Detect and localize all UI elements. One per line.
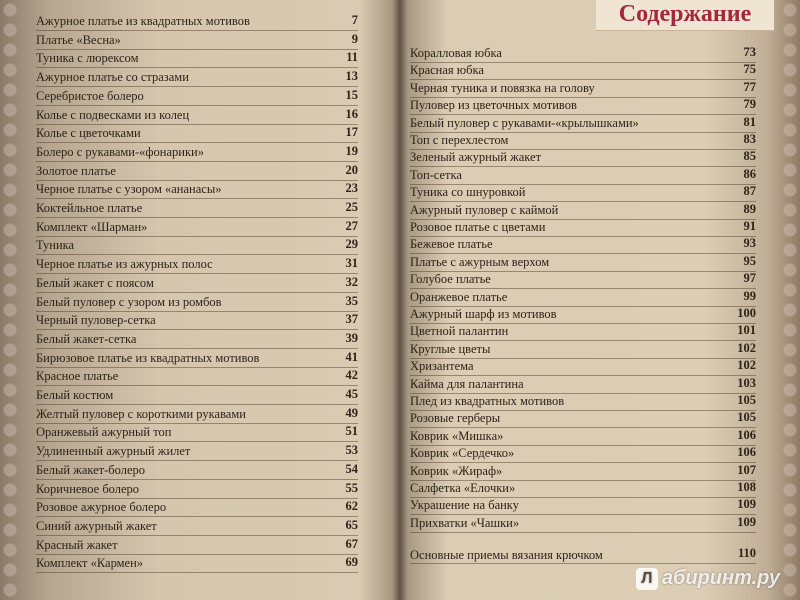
- toc-entry-page: 17: [345, 125, 358, 140]
- toc-entry: [36, 386, 358, 405]
- toc-entry-page: 11: [346, 50, 358, 65]
- toc-entry-title: Черное платье с узором «ананасы»: [36, 182, 222, 197]
- toc-entry-title: Украшение на банку: [410, 498, 519, 513]
- toc-entry-title: Красное платье: [36, 369, 119, 384]
- toc-entry-page: 105: [737, 393, 756, 407]
- toc-entry-title: Туника: [36, 238, 75, 253]
- toc-entry-page: 9: [351, 31, 358, 46]
- toc-entry-page: 102: [737, 340, 756, 355]
- toc-entry: [410, 79, 756, 98]
- toc-entry-title: Топ-сетка: [410, 167, 462, 182]
- toc-entry-title: Салфетка «Елочки»: [410, 481, 516, 495]
- toc-entry-page: 7: [351, 13, 358, 27]
- toc-entry-page: 20: [345, 162, 358, 177]
- toc-entry-title: Красная юбка: [410, 63, 484, 78]
- toc-entry: [410, 427, 756, 446]
- toc-entry-title: Коврик «Жираф»: [410, 463, 503, 478]
- toc-entry: [36, 311, 358, 330]
- watermark: [636, 567, 780, 590]
- toc-entry-title: Ажурное платье из квадратных мотивов: [36, 14, 250, 28]
- toc-entry-title: Плед из квадратных мотивов: [410, 394, 565, 408]
- toc-entry: [410, 514, 756, 533]
- toc-entry: [410, 340, 756, 359]
- toc-entry: [36, 143, 358, 162]
- toc-entry: [410, 357, 756, 376]
- toc-entry-page: 109: [737, 497, 756, 512]
- toc-entry-page: 69: [345, 555, 358, 570]
- toc-entry-page: 87: [743, 184, 756, 199]
- toc-entry-title: Ажурный пуловер с каймой: [410, 202, 559, 217]
- toc-entry: [410, 253, 756, 272]
- toc-entry: [410, 96, 756, 115]
- toc-entry: [36, 180, 358, 199]
- toc-entry-page: 85: [743, 149, 756, 164]
- toc-entry-page: 32: [345, 274, 358, 289]
- left-page: [20, 0, 390, 600]
- toc-entry-title: Черное платье из ажурных полос: [36, 257, 213, 272]
- toc-entry-title: Колье с подвесками из колец: [36, 107, 190, 122]
- toc-entry-title: Пуловер из цветочных мотивов: [410, 98, 577, 113]
- toc-entry-title: Белый пуловер с рукавами-«крылышками»: [410, 115, 639, 130]
- toc-entry-page: 102: [737, 358, 756, 373]
- toc-entry-title: Коврик «Сердечко»: [410, 446, 515, 461]
- toc-entry: [36, 349, 358, 368]
- watermark-text: абиринт.ру: [661, 567, 780, 589]
- toc-entry: [36, 68, 358, 87]
- toc-entry: [36, 31, 358, 50]
- toc-entry-page: 35: [345, 293, 358, 308]
- toc-entry-page: 81: [743, 114, 756, 129]
- toc-entry-title: Цветной палантин: [410, 324, 509, 339]
- toc-entry: [36, 405, 358, 424]
- toc-entry-page: 42: [345, 368, 358, 383]
- toc-entry: [410, 305, 756, 324]
- toc-entry-page: 75: [743, 62, 756, 77]
- toc-entry: [36, 442, 358, 461]
- toc-entry-page: 65: [345, 517, 358, 532]
- toc-entry: [36, 274, 358, 293]
- toc-entry-title: Розовое платье с цветами: [410, 220, 546, 234]
- toc-entry: [410, 218, 756, 237]
- toc-entry: [36, 49, 358, 68]
- toc-entry-title: Голубое платье: [410, 272, 491, 287]
- toc-entry-title: Хризантема: [410, 359, 474, 374]
- toc-entry-page: 93: [743, 236, 756, 251]
- toc-entry: [36, 423, 358, 442]
- toc-entry-page: 45: [345, 387, 358, 401]
- toc-entry-title: Коралловая юбка: [410, 46, 502, 60]
- toc-entry: [36, 236, 358, 255]
- toc-entry-page: 39: [345, 330, 358, 345]
- toc-entry-page: 106: [737, 427, 756, 442]
- toc-entry-page: 67: [345, 536, 358, 551]
- toc-entry-title: Бежевое платье: [410, 237, 493, 252]
- toc-entry-page: 23: [345, 181, 358, 196]
- toc-entry: [410, 270, 756, 289]
- toc-entry-page: 54: [345, 461, 358, 476]
- toc-entry-page: 91: [743, 219, 756, 233]
- toc-entry-page: 100: [737, 306, 756, 320]
- toc-entry-page: 83: [743, 132, 756, 146]
- toc-entry-page: 31: [345, 256, 358, 271]
- toc-entry-page: 53: [345, 443, 358, 458]
- page-title: Содержание: [596, 0, 774, 31]
- toc-entry-title: Белый костюм: [36, 388, 114, 402]
- toc-entry: [410, 114, 756, 133]
- toc-entry: [410, 462, 756, 481]
- toc-entry: [410, 531, 756, 564]
- toc-entry-page: 106: [737, 445, 756, 460]
- toc-entry: [36, 498, 358, 517]
- toc-entry: [36, 517, 358, 536]
- toc-entry-title: Оранжевое платье: [410, 289, 508, 304]
- toc-entry-title: Коричневое болеро: [36, 481, 140, 496]
- toc-entry: [36, 87, 358, 106]
- toc-entry: [410, 201, 756, 220]
- toc-entry: [36, 480, 358, 499]
- toc-entry-title: Черная туника и повязка на голову: [410, 80, 595, 95]
- toc-entry: [410, 375, 756, 394]
- toc-entry-page: 79: [743, 97, 756, 112]
- toc-entry: [410, 61, 756, 80]
- toc-entry: [36, 536, 358, 555]
- toc-entry-page: 13: [345, 69, 358, 84]
- toc-entry-page: 19: [345, 143, 358, 158]
- toc-entry-title: Серебристое болеро: [36, 88, 144, 103]
- toc-entry-title: Удлиненный ажурный жилет: [36, 444, 191, 459]
- toc-entry-title: Болеро с рукавами-«фонарики»: [36, 144, 204, 159]
- toc-entry-page: 16: [345, 106, 358, 121]
- toc-entry: [410, 409, 756, 428]
- toc-entry-title: Белый жакет-сетка: [36, 331, 137, 346]
- toc-entry-title: Желтый пуловер с короткими рукавами: [36, 406, 246, 421]
- toc-entry-title: Прихватки «Чашки»: [410, 515, 520, 530]
- toc-entry: [410, 183, 756, 202]
- toc-entry-page: 29: [345, 237, 358, 252]
- toc-entry-page: 15: [345, 87, 358, 102]
- toc-entry: [410, 444, 756, 463]
- toc-entry: [36, 12, 358, 31]
- toc-entry: [410, 235, 756, 254]
- lace-border-left: [0, 0, 20, 600]
- toc-entry-page: 110: [737, 546, 756, 561]
- toc-entry-title: Белый жакет с поясом: [36, 275, 154, 290]
- toc-entry-title: Оранжевый ажурный топ: [36, 425, 172, 440]
- toc-entry: [36, 293, 358, 312]
- toc-entry-title: Коврик «Мишка»: [410, 428, 504, 443]
- toc-entry-page: 41: [345, 349, 358, 364]
- toc-entry-title: Красный жакет: [36, 537, 118, 552]
- toc-entry-page: 37: [345, 312, 358, 327]
- toc-entry: [410, 148, 756, 167]
- toc-entry-title: Ажурный шарф из мотивов: [410, 307, 557, 321]
- toc-entry-title: Ажурное платье со стразами: [36, 70, 189, 85]
- toc-entry: [36, 124, 358, 143]
- toc-entry-page: 101: [737, 323, 756, 338]
- toc-entry-title: Золотое платье: [36, 163, 116, 178]
- toc-entry: [36, 367, 358, 386]
- watermark-logo-icon: Л: [636, 568, 658, 590]
- toc-entry-page: 107: [737, 462, 756, 477]
- toc-entry-title: Комплект «Шарман»: [36, 219, 148, 234]
- toc-entry-title: Комплект «Кармен»: [36, 556, 144, 571]
- toc-entry: [36, 554, 358, 573]
- toc-entry-page: 62: [345, 499, 358, 514]
- toc-entry-title: Колье с цветочками: [36, 126, 141, 141]
- toc-entry-page: 105: [737, 410, 756, 425]
- toc-entry-title: Платье с ажурным верхом: [410, 254, 550, 269]
- toc-entry-title: Белый пуловер с узором из ромбов: [36, 294, 222, 309]
- toc-entry-page: 49: [345, 405, 358, 420]
- toc-entry: [36, 162, 358, 181]
- toc-entry-page: 77: [743, 79, 756, 94]
- toc-entry: [36, 330, 358, 349]
- toc-entry-title: Туника с люрексом: [36, 51, 139, 66]
- toc-entry-title: Платье «Весна»: [36, 32, 121, 47]
- toc-entry-page: 89: [743, 201, 756, 216]
- toc-entry: [36, 106, 358, 125]
- toc-entry: [410, 166, 756, 185]
- toc-entry-title: Черный пуловер-сетка: [36, 313, 156, 328]
- toc-entry-title: Синий ажурный жакет: [36, 518, 157, 533]
- toc-entry-page: 86: [743, 166, 756, 181]
- toc-entry: [410, 322, 756, 341]
- toc-entry-title: Розовые герберы: [410, 411, 501, 426]
- toc-entry-page: 73: [743, 45, 756, 59]
- toc-entry-page: 51: [345, 424, 358, 439]
- toc-entry: [410, 44, 756, 63]
- toc-entry-title: Туника со шнуровкой: [410, 185, 526, 200]
- toc-entry-page: 27: [345, 218, 358, 233]
- toc-entry: [36, 255, 358, 274]
- toc-entry: [410, 131, 756, 150]
- toc-entry: [410, 288, 756, 307]
- toc-entry-title: Зеленый ажурный жакет: [410, 150, 542, 165]
- toc-entry: [410, 392, 756, 411]
- toc-entry: [36, 461, 358, 480]
- toc-entry: [36, 218, 358, 237]
- toc-entry-title: Основные приемы вязания крючком: [410, 548, 603, 563]
- lace-border-right: [780, 0, 800, 600]
- toc-entry-page: 25: [345, 200, 358, 214]
- toc-entry-page: 55: [345, 480, 358, 495]
- toc-entry-title: Круглые цветы: [410, 341, 491, 356]
- toc-entry-page: 95: [743, 253, 756, 268]
- toc-entry-title: Кайма для палантина: [410, 376, 524, 391]
- toc-entry-title: Розовое ажурное болеро: [36, 500, 167, 515]
- toc-entry-title: Коктейльное платье: [36, 201, 143, 215]
- toc-entry-page: 99: [743, 288, 756, 303]
- toc-entry: [410, 496, 756, 515]
- toc-entry-page: 109: [737, 514, 756, 529]
- toc-entry-title: Белый жакет-болеро: [36, 462, 146, 477]
- toc-entry-title: Топ с перехлестом: [410, 133, 509, 147]
- toc-entry-title: Бирюзовое платье из квадратных мотивов: [36, 350, 260, 365]
- toc-entry: [410, 479, 756, 498]
- right-page: [400, 0, 780, 600]
- toc-entry: [36, 199, 358, 218]
- toc-entry-page: 108: [737, 480, 756, 494]
- toc-entry-page: 97: [743, 271, 756, 286]
- toc-entry-page: 103: [737, 375, 756, 390]
